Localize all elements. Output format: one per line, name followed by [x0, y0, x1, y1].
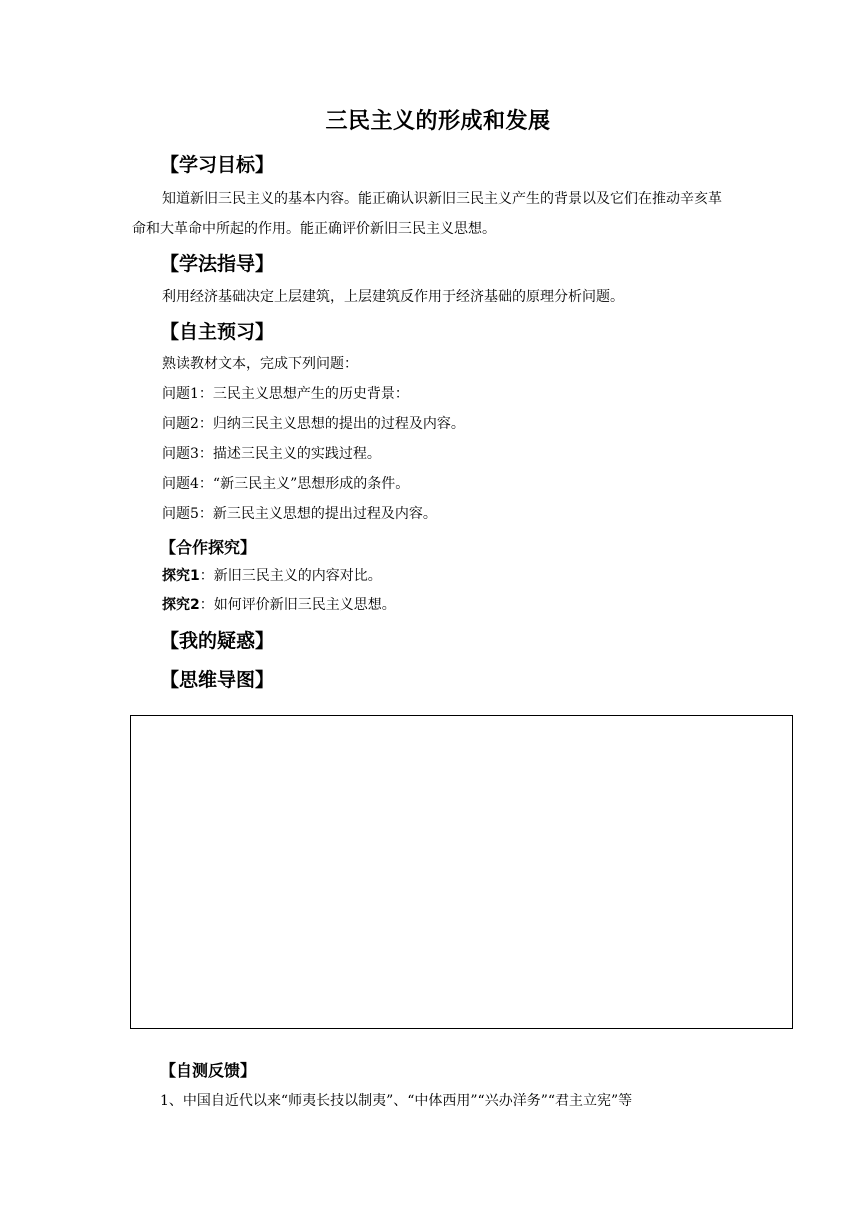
- preview-question-2: 问题2：归纳三民主义思想的提出的过程及内容。: [162, 416, 465, 432]
- inquiry-heading: 【合作探究】: [160, 538, 257, 557]
- preview-question-1: 问题1：三民主义思想产生的历史背景：: [162, 386, 409, 402]
- mindmap-heading: 【思维导图】: [160, 669, 275, 691]
- inquiry-item-label: 探究2: [162, 597, 200, 613]
- feedback-heading: 【自测反馈】: [160, 1061, 257, 1080]
- preview-intro: 熟读教材文本，完成下列问题：: [162, 356, 358, 372]
- mindmap-box: [130, 715, 793, 1029]
- preview-question-5: 问题5：新三民主义思想的提出过程及内容。: [162, 506, 437, 522]
- preview-question-4: 问题4：“新三民主义”思想形成的条件。: [162, 476, 410, 492]
- objectives-text: 知道新旧三民主义的基本内容。能正确认识新旧三民主义产生的背景以及它们在推动辛亥革命和大革命中所起的作用。能正确评价新旧三民主义思想。: [132, 191, 722, 237]
- objectives-heading: 【学习目标】: [160, 154, 275, 176]
- preview-question-3: 问题3：描述三民主义的实践过程。: [162, 446, 381, 462]
- inquiry-item-text: ：如何评价新旧三民主义思想。: [199, 597, 396, 613]
- inquiry-item-1: [162, 563, 382, 589]
- feedback-question-1: 1、中国自近代以来“师夷长技以制夷”、“中体西用”“兴办洋务”“君主立宪”等: [160, 1093, 633, 1109]
- inquiry-item-2: [162, 592, 396, 618]
- method-heading: 【学法指导】: [160, 253, 275, 275]
- page-title: 三民主义的形成和发展: [325, 109, 551, 134]
- preview-heading: 【自主预习】: [160, 321, 275, 343]
- doubts-heading: 【我的疑惑】: [160, 630, 275, 652]
- inquiry-item-text: ：新旧三民主义的内容对比。: [199, 568, 382, 584]
- inquiry-item-label: 探究1: [162, 568, 200, 584]
- method-text: 利用经济基础决定上层建筑，上层建筑反作用于经济基础的原理分析问题。: [162, 289, 624, 305]
